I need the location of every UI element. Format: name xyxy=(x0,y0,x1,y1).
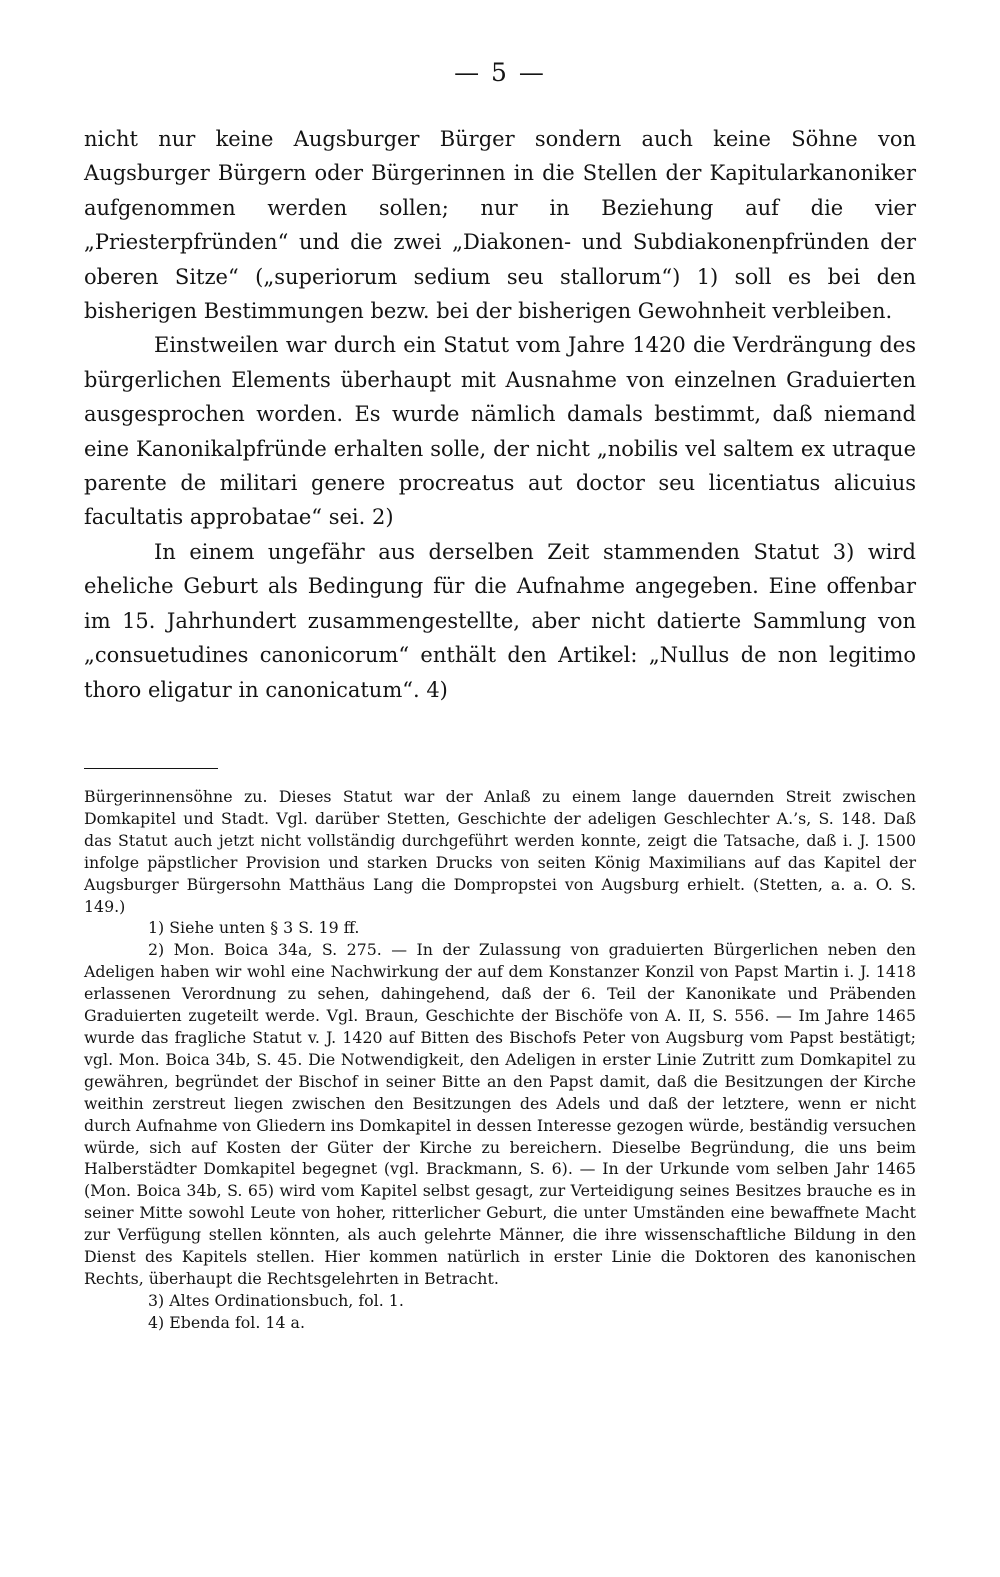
footnote-divider xyxy=(84,768,218,769)
paragraph-3: In einem ungefähr aus derselben Zeit stammenden Statut 3) wird eheliche Geburt als Bedingung für die Aufnahme angegeben. Eine offenbar im 15. Jahrhundert zusammengestellte, aber nicht datierte Sammlung von „consuetudines canonicorum“ enthält den Artikel: „Nullus de non legitimo thoro eligatur in canonicatum“. 4) xyxy=(84,539,916,702)
footnote-1: 1) Siehe unten § 3 S. 19 ff. xyxy=(148,918,360,938)
footnote-2: 2) Mon. Boica 34a, S. 275. — In der Zulassung von graduierten Bürgerlichen neben den Adeligen haben wir wohl eine Nachwirkung der auf dem Konstanzer Konzil von Papst Martin i. J. 1418 erlassenen Verordnung zu sehen, dahingehend, daß der 6. Teil der Kanonikate und Präbenden Graduierten zugeteilt werde. Vgl. Braun, Geschichte der Bischöfe von A. II, S. 556. — Im Jahre 1465 wurde das fragliche Statut v. J. 1420 auf Bitten des Bischofs Peter von Augsburg vom Papst bestätigt; vgl. Mon. Boica 34b, S. 45. Die Notwendigkeit, den Adeligen in erster Linie Zutritt zum Domkapitel zu gewähren, begründet der Bischof in seiner Bitte an den Papst damit, daß die Besitzungen der Kirche weithin zerstreut liegen zwischen den Besitzungen des Adels und daß der letztere, wenn er nicht durch Aufnahme von Gliedern ins Domkapitel in dessen Interesse gezogen würde, beständig versuchen würde, sich auf Kosten der Güter der Kirche zu bereichern. Dieselbe Begründung, die uns beim Halberstädter Domkapitel begegnet (vgl. Brackmann, S. 6). — In der Urkunde vom selben Jahr 1465 (Mon. Boica 34b, S. 65) wird vom Kapitel selbst gesagt, zur Verteidigung seines Besitzes brauche es in seiner Mitte sowohl Leute von hoher, ritterlicher Geburt, die unter Umständen eine bewaffnete Macht zur Verfügung stellen könnten, als auch gelehrte Männer, die ihre wissenschaftliche Bildung in den Dienst des Kapitels stellen. Hier kommen natürlich in erster Linie die Doktoren des kanonischen Rechts, überhaupt die Rechtsgelehrten in Betracht. xyxy=(84,940,916,1288)
page-number: — 5 — xyxy=(454,58,546,87)
paragraph-1: nicht nur keine Augsburger Bürger sondern auch keine Söhne von Augsburger Bürgern oder Bürgerinnen in die Stellen der Kapitularkanoniker aufgenommen werden sollen; nur in Beziehung auf die vier „Priesterpfründen“ und die zwei „Diakonen- und Subdiakonenpfründen der oberen Sitze“ („superiorum sedium seu stallorum“) 1) soll es bei den bisherigen Bestimmungen bezw. bei der bisherigen Gewohnheit verbleiben. xyxy=(84,127,916,324)
main-text xyxy=(84,122,916,707)
footnote-3: 3) Altes Ordinationsbuch, fol. 1. xyxy=(148,1290,404,1310)
footnote-4: 4) Ebenda fol. 14 a. xyxy=(148,1312,305,1332)
footnote-continuation: Bürgerinnensöhne zu. Dieses Statut war der Anlaß zu einem lange dauernden Streit zwischen Domkapitel und Stadt. Vgl. darüber Stetten, Geschichte der adeligen Geschlechter A.’s, S. 148. Daß das Statut auch jetzt nicht vollständig durchgeführt werden konnte, zeigt die Tatsache, daß i. J. 1500 infolge päpstlicher Provision und starken Drucks von seiten König Maximilians auf das Kapitel der Augsburger Bürgersohn Matthäus Lang die Dompropstei von Augsburg erhielt. (Stetten, a. a. O. S. 149.) xyxy=(84,787,916,916)
paragraph-2: Einstweilen war durch ein Statut vom Jahre 1420 die Verdrängung des bürgerlichen Elements überhaupt mit Ausnahme von einzelnen Graduierten ausgesprochen worden. Es wurde nämlich damals bestimmt, daß niemand eine Kanonikalpfründe erhalten solle, der nicht „nobilis vel saltem ex utraque parente de militari genere procreatus aut doctor seu licentiatus alicuius facultatis approbatae“ sei. 2) xyxy=(84,333,916,530)
footnotes xyxy=(84,786,916,1334)
